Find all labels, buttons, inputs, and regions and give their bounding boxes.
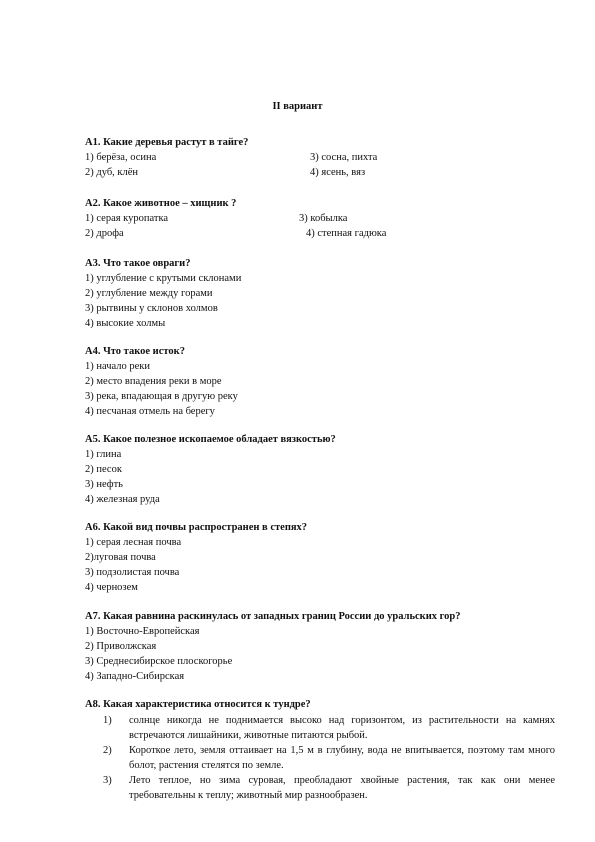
answer-option: 1) углубление с крутыми склонами [85,273,242,284]
answer-option: 1) берёза, осина [85,152,157,163]
answer-option: 3) подзолистая почва [85,567,180,578]
answer-text: солнце никогда не поднимается высоко над горизонтом, из растительности на камнях встречаются лишайники, животные питаются рыбой. [129,715,555,741]
question-a1 [85,135,555,180]
answer-option [85,713,555,743]
answer-row [85,211,555,226]
answer-option: 4) степная гадюка [306,228,387,239]
variant-title: II вариант [272,101,323,112]
answer-option: 1) серая лесная почва [85,537,182,548]
answer-option: 4) песчаная отмель на берегу [85,406,215,417]
answer-option: 3) кобылка [299,213,348,224]
answer-option: 2) углубление между горами [85,288,213,299]
question-title: А3. Что такое овраги? [85,258,191,269]
answer-option: 2) песок [85,464,122,475]
question-a8 [85,697,555,803]
answer-option: 2) Приволжская [85,641,157,652]
question-a3 [85,256,555,331]
question-title: А4. Что такое исток? [85,346,185,357]
answer-option: 1) серая куропатка [85,213,169,224]
answer-option [85,773,555,803]
answer-option [85,743,555,773]
answer-option: 3) Среднесибирское плоскогорье [85,656,233,667]
answer-option: 4) ясень, вяз [310,167,366,178]
answer-list [85,713,555,803]
answer-text: Лето теплое, но зима суровая, преобладают хвойные растения, так как они менее требовательны к теплу; животный мир разнообразен. [129,775,555,801]
question-title: А1. Какие деревья растут в тайге? [85,137,249,148]
answer-option: 2) место впадения реки в море [85,376,222,387]
question-title: А7. Какая равнина раскинулась от западных границ России до уральских гор? [85,611,461,622]
answer-option: 1) Восточно-Европейская [85,626,200,637]
answer-option: 3) нефть [85,479,123,490]
question-a4 [85,344,555,419]
answer-option: 3) река, впадающая в другую реку [85,391,238,402]
answer-number: 2) [103,745,112,756]
answer-option: 4) высокие холмы [85,318,166,329]
answer-option: 2)луговая почва [85,552,156,563]
answer-option: 4) чернозем [85,582,138,593]
answer-option: 2) дуб, клён [85,167,139,178]
question-title: А8. Какая характеристика относится к тундре? [85,699,311,710]
answer-option: 1) начало реки [85,361,151,372]
answer-option: 3) рытвины у склонов холмов [85,303,218,314]
question-title: А5. Какое полезное ископаемое обладает вязкостью? [85,434,336,445]
question-a7 [85,609,555,684]
question-title: А6. Какой вид почвы распространен в степях? [85,522,308,533]
answer-row [85,226,555,241]
question-a5 [85,432,555,507]
answer-row [85,165,555,180]
answer-option: 4) железная руда [85,494,160,505]
answer-option: 1) глина [85,449,122,460]
answer-text: Короткое лето, земля оттаивает на 1,5 м в глубину, вода не впитывается, поэтому там много болот, растения стелятся по земле. [129,745,555,771]
question-a6 [85,520,555,595]
answer-number: 3) [103,775,112,786]
answer-option: 2) дрофа [85,228,124,239]
answer-option: 3) сосна, пихта [310,152,378,163]
question-a2 [85,196,555,241]
question-title: А2. Какое животное – хищник ? [85,198,237,209]
answer-number: 1) [103,715,112,726]
answer-row [85,150,555,165]
answer-option: 4) Западно-Сибирская [85,671,185,682]
